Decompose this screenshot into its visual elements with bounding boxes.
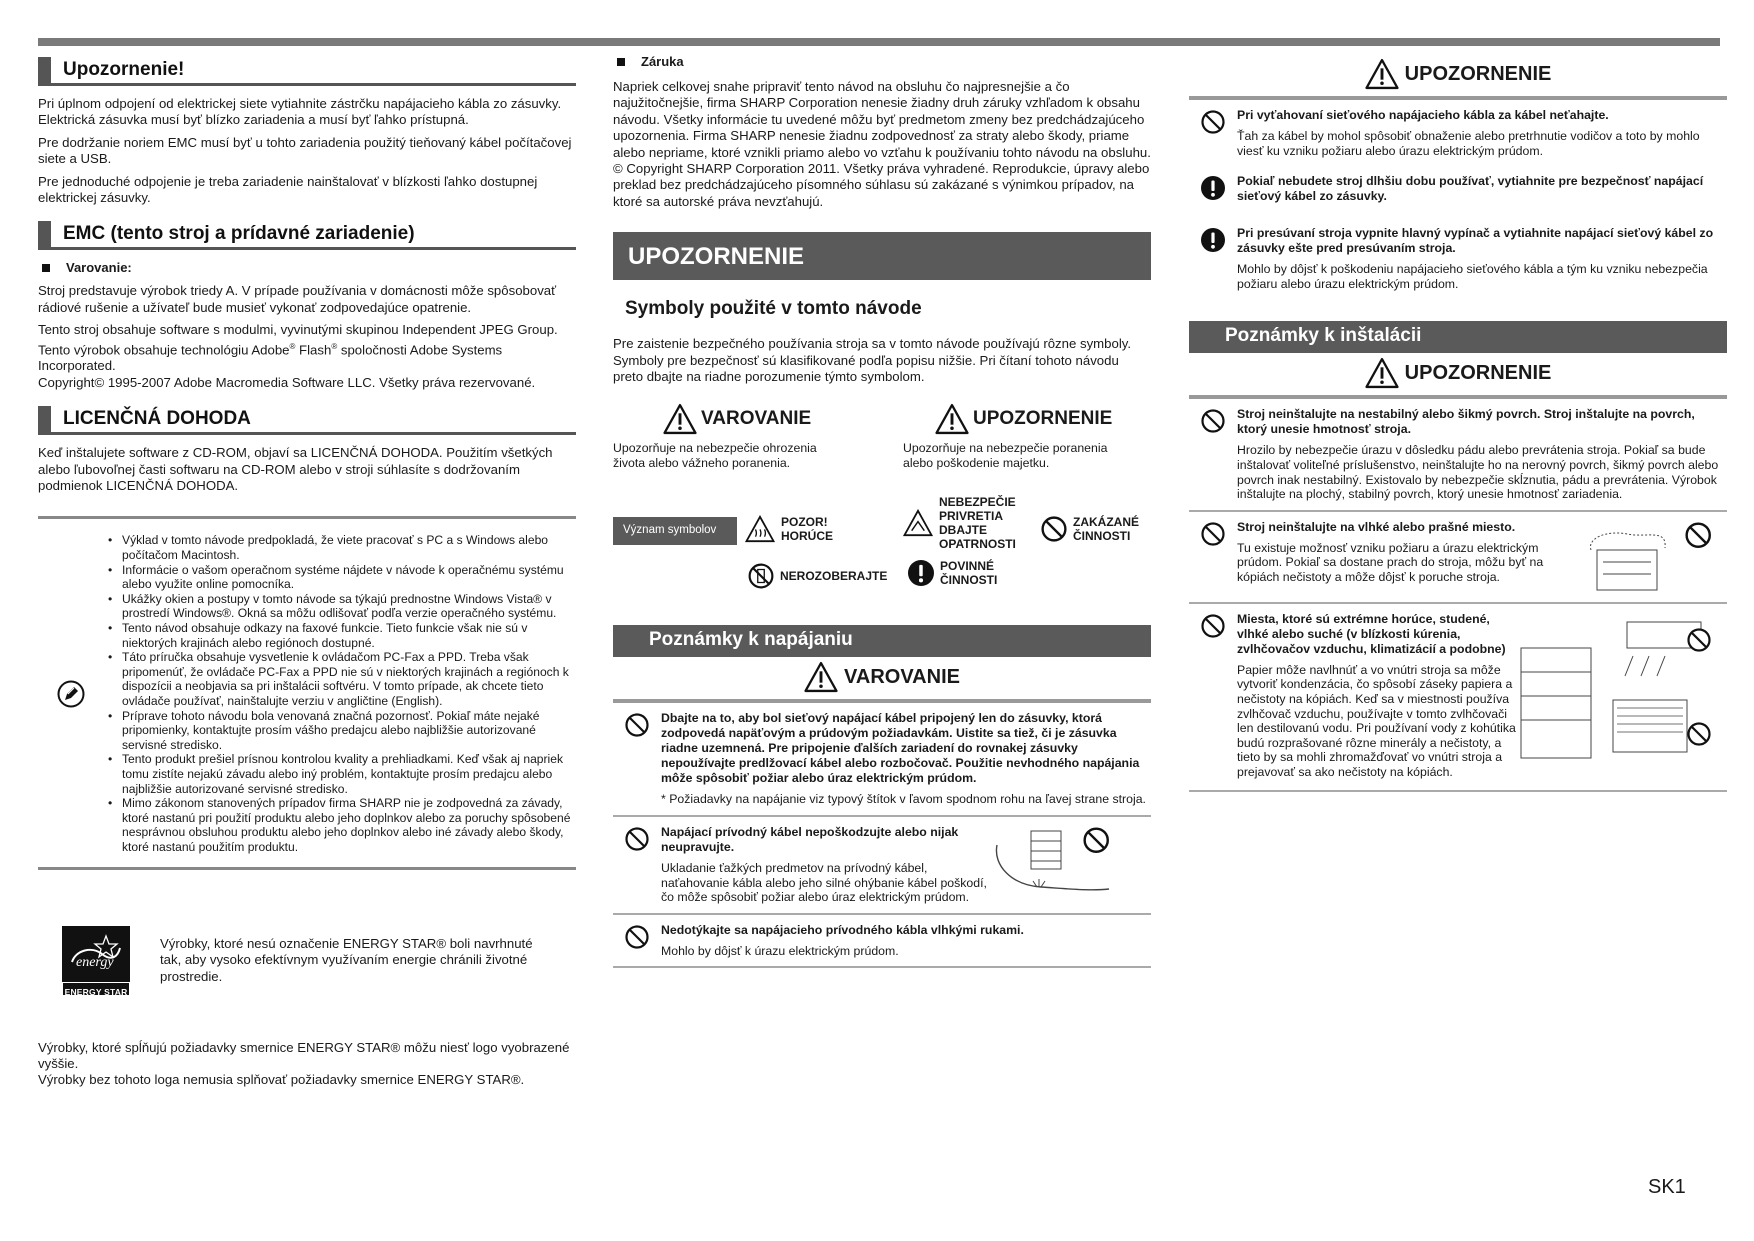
svg-text:energy: energy (76, 954, 114, 970)
prohibited-icon (625, 925, 649, 949)
power-notes-header: Poznámky k napájaniu (613, 625, 1151, 657)
pinch-label: NEBEZPEČIE PRIVRETIA DBAJTE OPATRNOSTI (939, 495, 1016, 552)
item-text: Tu existuje možnosť vzniku požiaru a úrazu elektrickým prúdom. Pokiaľ sa dostane prach do stroja, môžu byť na kópiách nečistoty a môže dôjsť k poruche stroja. (1237, 540, 1544, 584)
symbol-legend (613, 403, 1151, 471)
column-right (1189, 54, 1727, 792)
zaruka-heading (613, 54, 1151, 69)
hot-surface-icon (745, 515, 775, 543)
upozornenie-label: UPOZORNENIE (1404, 361, 1552, 384)
section-title: EMC (tento stroj a prídavné zariadenie) (63, 222, 415, 244)
warning-triangle-icon (663, 403, 697, 435)
varovanie-header (613, 657, 1151, 703)
paragraph: Pre zaistenie bezpečného používania stroja sa v tomto návode používajú rôzne symboly. Symboly pre bezpečnosť sú klasifikované podľa popisu nižšie. Pri čítaní tohoto návodu preto dbajte na riadne porozumenie týmto symbolom. (613, 336, 1132, 385)
list-item: • Táto príručka obsahuje vysvetlenie k ovládačom PC-Fax a PPD. Treba však pripomenúť, že ovládače PC-Fax a PPD nie sú v niektorých krajinách a regiónoch k dispozícii a neobjavia sa pri inštalácii softvéru. V tomto prípade, ak chcete tieto ovládače používať, nainštalujte verziu v angličtine (English). (106, 650, 576, 708)
install-item (1189, 604, 1727, 792)
item-text: * Požiadavky na napájanie viz typový štítok v ľavom spodnom rohu na ľavej strane stroja. (661, 792, 1146, 807)
item-title: Nedotýkajte sa napájacieho prívodného kábla vlhkými rukami. (661, 922, 1024, 937)
caution-item (1189, 166, 1727, 218)
section-header-licence (38, 405, 576, 435)
prohibited-icon (1201, 110, 1225, 134)
list-item: • Informácie o vašom operačnom systéme nájdete v návode k operačnému systému alebo využite online pomocníka. (106, 563, 576, 592)
do-not-disassemble-icon (748, 563, 774, 589)
paragraph: Copyright© 1995-2007 Adobe Macromedia Software LLC. Všetky práva rezervované. (38, 374, 536, 390)
list-item: • Ukážky okien a postupy v tomto návode sa týkajú prednostne Windows Vista® v prostredí Windows®. Okná sa môžu odlišovať podľa verzie operačného systému. (106, 592, 576, 621)
heading-text: Záruka (641, 54, 684, 69)
item-text: Hrozilo by nebezpečie úrazu v dôsledku pádu alebo prevrátenia stroja. Pokiaľ sa bude inštalovať voliteľné príslušenstvo, neinštalujte ho na nerovný povrch, šikmý povrch alebo povrch inak nestabilný. Existovalo by nebezpečie skĺznutia, pádu a prevrátenia. Výrobok inštalujte na plochý, stabilný povrch, ktorý unesie hmotnosť zariadenia. (1237, 443, 1719, 502)
note-pencil-icon (57, 680, 85, 708)
warning-triangle-icon (804, 661, 838, 693)
paragraph: Výrobky, ktoré nesú označenie ENERGY STAR® boli navrhnuté tak, aby vysoko efektívnym využívaním energie chránili životné prostredie. (160, 935, 533, 984)
caution-item (1189, 100, 1727, 166)
prohibited-icon (1201, 522, 1225, 546)
energy-star-logo-text: ENERGY STAR (64, 986, 128, 997)
prohibited-label: ZAKÁZANÉ ČINNOSTI (1073, 515, 1139, 544)
symbol-meanings (613, 495, 1151, 605)
mandatory-icon (1201, 228, 1225, 252)
paragraph: Elektrická zásuvka musí byť blízko zariadenia a musí byť ľahko prístupná. (38, 112, 469, 128)
section-header-upozornenie (38, 56, 576, 86)
caution-item (1189, 218, 1727, 299)
power-item (613, 817, 1151, 915)
column-middle (613, 54, 1151, 968)
paragraph: Keď inštalujete software z CD-ROM, objaví sa LICENČNÁ DOHODA. Použitím všetkých alebo ľubovoľnej časti softwaru na CD-ROM alebo v stroji súhlasíte s dodržovaním podmienok LICENČNÁ DOHODA. (38, 445, 553, 494)
upozornenie-label: UPOZORNENIE (1404, 62, 1552, 85)
item-title: Stroj neinštalujte na nestabilný alebo šikmý povrch. Stroj inštalujte na povrch, ktorý unesie hmotnosť stroja. (1237, 407, 1695, 437)
upozornenie-header (1189, 353, 1727, 399)
pinch-hazard-icon (903, 509, 933, 537)
item-text: Papier môže navlhnúť a vo vnútri stroja sa môže vytvoriť kondenzácia, čo spôsobí záseky papiera a nečistoty na kópiách. Keď sa v miestnosti používa zvlhčovač vzduchu, používajte v tomto zvlhčovači len destilovanú vodu. Pri používaní vody z kohútika budú rozprašované rôzne minerály a nečistoty, a tieto by sa mohli zhromažďovať vo vnútri stroja a prejavovať sa ako nečistoty na kópiách. (1237, 662, 1516, 779)
top-rule (38, 38, 1720, 46)
upozornenie-label: UPOZORNENIE (973, 408, 1113, 430)
hot-label: POZOR! HORÚCE (781, 515, 834, 544)
paragraph: Pri úplnom odpojení od elektrickej siete vytiahnite zástrčku napájacieho kábla zo zásuvky. (38, 96, 562, 111)
warning-label (38, 260, 576, 275)
notes-list (104, 533, 576, 854)
paragraph: Pre jednoduché odpojenie je treba zariadenie nainštalovať v blízkosti ľahko dostupnej elektrickej zásuvky. (38, 173, 538, 206)
paragraph: © Copyright SHARP Corporation 2011. Všetky práva vyhradené. Reprodukcie, úpravy alebo preklad bez predchádzajúceho písomného súhlasu sú zakázané s výnimkou prípadov, na ktoré sa autorské práva nevzťahujú. (613, 161, 1150, 209)
installation-notes-header: Poznámky k inštalácii (1189, 321, 1727, 353)
item-text: Ťah za kábel by mohol spôsobiť obnaženie alebo pretrhnutie vodičov a toto by mohlo viesť ku vzniku požiaru alebo úrazu elektrickým prúdom. (1237, 129, 1700, 158)
paragraph: Upozorňuje na nebezpečie ohrozenia života alebo vážneho poranenia. (613, 441, 817, 471)
varovanie-label: VAROVANIE (844, 665, 960, 688)
caution-triangle-icon (1365, 357, 1399, 389)
item-title: Pokiaľ nebudete stroj dlhšiu dobu používať, vytiahnite pre bezpečnosť napájací sieťový kábel zo zásuvky. (1237, 174, 1704, 204)
list-item: • Tento produkt prešiel prísnou kontrolou kvality a prehliadkami. Keď však aj napriek tomu zistíte nejakú závadu alebo iný problém, kontaktujte prosím predajcu alebo najbližšie autorizované servisné stredisko. (106, 752, 576, 796)
prohibited-icon (1041, 516, 1067, 542)
mandatory-icon (908, 560, 934, 586)
paragraph: Tento stroj obsahuje software s modulmi, vyvinutými skupinou Independent JPEG Group. (38, 322, 558, 338)
paragraph: Napriek celkovej snahe pripraviť tento návod na obsluhu čo najpresnejšie a čo najužitočnejšie, firma SHARP Corporation nenesie žiadny druh záruky vzhľadom k obsahu návodu. Všetky informácie tu uvedené môžu byť predmetom zmeny bez predchádzajúceho upozornenia. Firma SHARP nenesie žiadnu zodpovednosť za straty alebo škody, priame alebo nepriame, ktoré vznikli priamo alebo vo vzťahu k používaniu tohto návodu na obsluhu. (613, 79, 1151, 160)
damaged-cable-illustration (991, 825, 1111, 901)
item-text: Ukladanie ťažkých predmetov na prívodný kábel, naťahovanie kábla alebo jeho silné ohýbanie kábel poškodí, čo môže spôsobiť požiar alebo úraz elektrickým prúdom. (661, 861, 987, 905)
section-header-emc (38, 220, 576, 250)
item-text: Mohlo by dôjsť k úrazu elektrickým prúdom. (661, 943, 899, 958)
varovanie-label: VAROVANIE (701, 408, 812, 430)
item-title: Pri vyťahovaní sieťového napájacieho kábla za kábel neťahajte. (1237, 108, 1609, 122)
paragraph: Upozorňuje na nebezpečie poranenia alebo poškodenie majetku. (903, 441, 1108, 471)
item-text: Mohlo by dôjsť k poškodeniu napájacieho sieťového kábla a tým ku vzniku nebezpečia požiaru alebo úrazu elektrickým prúdom. (1237, 262, 1708, 291)
prohibited-icon (1201, 409, 1225, 433)
mandatory-icon (1201, 176, 1225, 200)
paragraph: Tento výrobok obsahuje technológiu Adobe® Flash® spoločnosti Adobe Systems Incorporated. (38, 341, 503, 374)
item-title: Napájací prívodný kábel nepoškodzujte alebo nijak neupravujte. (661, 825, 959, 855)
item-title: Stroj neinštalujte na vlhké alebo prašné miesto. (1237, 519, 1516, 534)
caution-triangle-icon (935, 403, 969, 435)
symbol-meanings-label: Význam symbolov (613, 517, 737, 545)
paragraph: Výrobky bez tohoto loga nemusia splňovať požiadavky smernice ENERGY STAR®. (38, 1072, 525, 1088)
list-item: • Výklad v tomto návode predpokladá, že viete pracovať s PC a s Windows alebo počítačom Macintosh. (106, 533, 576, 562)
upozornenie-banner: UPOZORNENIE (613, 232, 1151, 280)
symbols-title: Symboly použité v tomto návode (625, 298, 922, 320)
caution-triangle-icon (1365, 58, 1399, 90)
paragraph: Výrobky, ktoré spĺňujú požiadavky smernice ENERGY STAR® môžu niesť logo vyobrazené vyššie. (38, 1039, 570, 1071)
dusty-machine-illustration (1577, 520, 1717, 594)
item-title: Pri presúvaní stroja vypnite hlavný vypínač a vytiahnite napájací sieťový kábel zo zásuvky ešte pred presúvaním stroja. (1237, 226, 1714, 256)
paragraph: Stroj predstavuje výrobok triedy A. V prípade používania v domácnosti môže spôsobovať rádiové rušenie a užívateľ bude musieť vykonať zodpovedajúce opatrenie. (38, 283, 557, 315)
energy-star-logo (62, 926, 130, 996)
mandatory-label: POVINNÉ ČINNOSTI (940, 559, 998, 588)
column-left (38, 54, 576, 1089)
energy-star-block (38, 926, 576, 996)
power-item (613, 915, 1151, 969)
item-title: Miesta, ktoré sú extrémne horúce, studené, vlhké alebo suché (v blízkosti kúrenia, zvlhčovačov vzduchu, klimatizácií a podobne) (1237, 611, 1506, 656)
section-title: LICENČNÁ DOHODA (63, 407, 251, 429)
page-number: SK1 (1648, 1176, 1686, 1198)
power-item (613, 703, 1151, 817)
install-item (1189, 399, 1727, 511)
do-not-disassemble-label: NEROZOBERAJTE (780, 569, 888, 584)
item-title: Dbajte na to, aby bol sieťový napájací kábel pripojený len do zásuvky, ktorá zodpovedá napäťovým a prúdovým požiadavkám. Uistite sa tiež, či je zásuvka riadne uzemnená. Pre pripojenie ďalších zariadení do rovnakej zásuvky nepoužívajte predlžovací kábel alebo rozbočovač. Použitie nevhodného napájania môže spôsobiť požiar alebo úraz elektrickým prúdom. (661, 711, 1140, 786)
heater-aircon-illustration (1517, 612, 1713, 782)
notes-box (38, 516, 576, 869)
list-item: • Príprave tohoto návodu bola venovaná značná pozornosť. Pokiaľ máte nejaké pripomienky, kontaktujte prosím vášho predajcu alebo najbližšie autorizované servisné stredisko. (106, 709, 576, 753)
paragraph: Pre dodržanie noriem EMC musí byť u tohto zariadenia použitý tieňovaný kábel počítačovej siete a USB. (38, 134, 572, 167)
section-title: Upozornenie! (63, 58, 185, 80)
upozornenie-header (1189, 54, 1727, 100)
list-item: • Tento návod obsahuje odkazy na faxové funkcie. Tieto funkcie však nie sú v niektorých krajinách alebo regiónoch dostupné. (106, 621, 576, 650)
warning-label-text: Varovanie: (66, 260, 132, 276)
prohibited-icon (625, 827, 649, 851)
install-item (1189, 512, 1727, 604)
prohibited-icon (1201, 614, 1225, 638)
prohibited-icon (625, 713, 649, 737)
list-item: • Mimo zákonom stanovených prípadov firma SHARP nie je zodpovedná za závady, ktoré nastanú pri použití produktu alebo jeho doplnkov alebo za poruchy spôsobené nesprávnou obsluhou produktu alebo jeho doplnkov alebo iné závady alebo škody, ktoré nastanú použitím produktu. (106, 796, 576, 854)
